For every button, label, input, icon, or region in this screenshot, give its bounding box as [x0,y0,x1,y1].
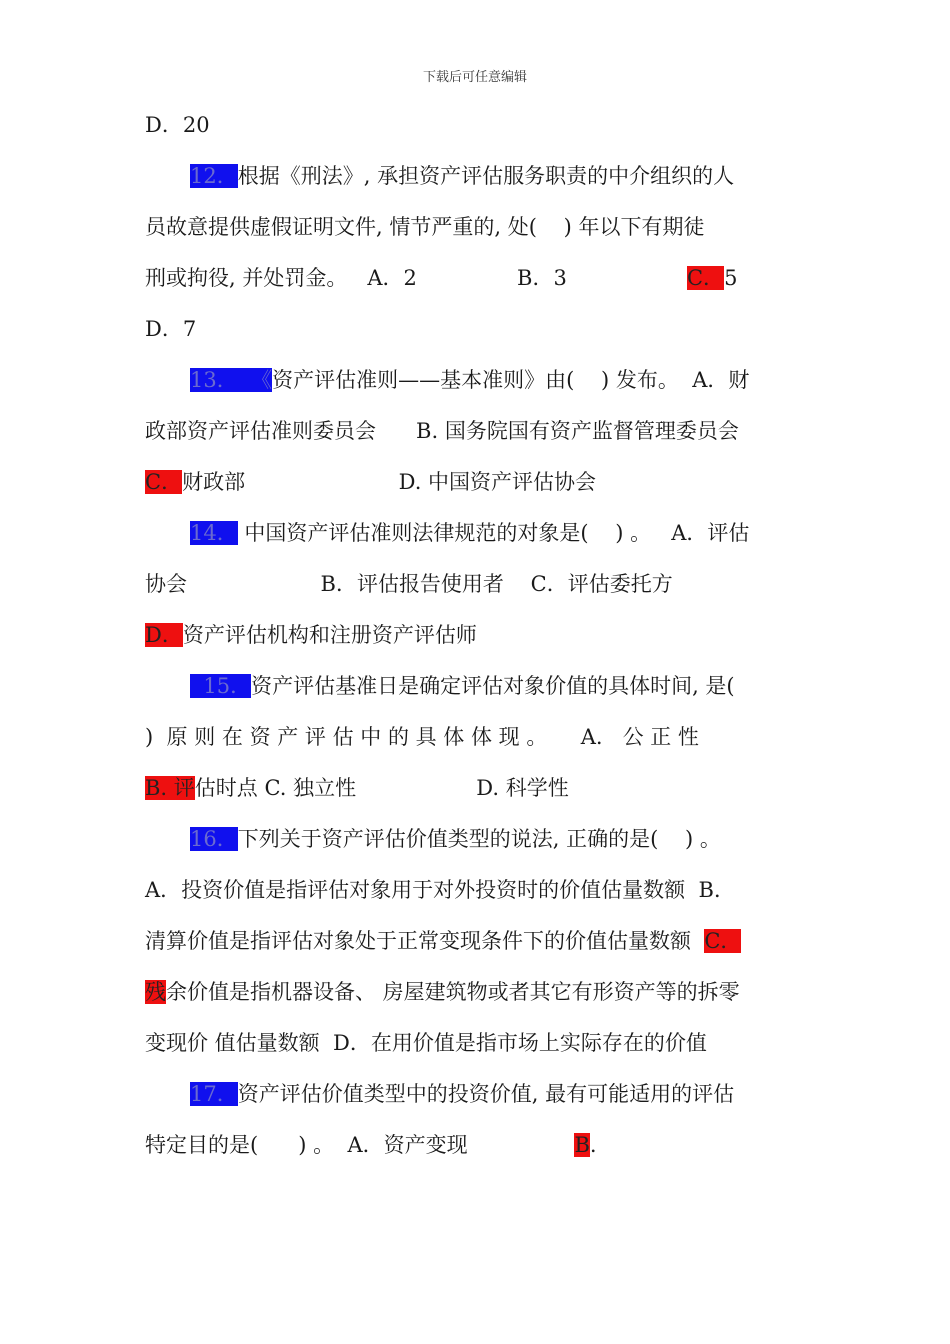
text-line [145,418,739,444]
text-line [145,928,741,954]
text-line [145,265,737,291]
text-run: 资产评估价值类型中的投资价值, 最有可能适用的评估 [237,1082,735,1106]
text-line [190,673,735,699]
question-number-highlight: 12． [190,164,238,188]
question-number-highlight: 15． [190,674,252,698]
text-run: 中国资产评估准则法律规范的对象是( ) 。 A．评估 [237,521,750,545]
text-run: 财政部 D. 中国资产评估协会 [182,470,597,494]
text-run: 变现价 值估量数额 D．在用价值是指市场上实际存在的价值 [145,1031,707,1055]
question-number-highlight: 14． [190,521,238,545]
text-run: . [589,1133,597,1157]
text-line [190,826,721,852]
text-line [190,1081,734,1107]
text-run: 特定目的是( ) 。 A．资产变现 [145,1133,575,1157]
text-line [145,979,740,1005]
text-run: 估时点 C. 独立性 D. 科学性 [194,776,569,800]
text-line [145,469,596,495]
answer-highlight: D． [145,623,183,647]
answer-highlight: B. 评 [145,776,195,800]
text-line [145,214,704,240]
answer-highlight: 残 [145,980,166,1004]
text-line [145,112,210,138]
text-line [190,163,734,189]
text-run: ) 原 则 在 资 产 评 估 中 的 具 体 体 现 。 A. 公 正 性 [145,725,699,749]
text-run: 5 [724,266,738,290]
text-line [145,622,477,648]
text-line [145,877,735,903]
text-line [145,775,569,801]
text-line [145,724,699,750]
text-run: 资产评估基准日是确定评估对象价值的具体时间, 是( [251,674,735,698]
text-run: 根据《刑法》, 承担资产评估服务职责的中介组织的人 [237,164,735,188]
text-run: 政部资产评估准则委员会 B. 国务院国有资产监督管理委员会 [145,419,739,443]
text-run: 协会 B．评估报告使用者 C．评估委托方 [145,572,673,596]
text-run: 清算价值是指评估对象处于正常变现条件下的价值估量数额 [145,929,705,953]
text-run: 资产评估准则——基本准则》由( ) 发布。 A．财 [272,368,750,392]
text-line [145,316,196,342]
answer-highlight: C． [686,266,725,290]
text-run: 资产评估机构和注册资产评估师 [182,623,477,647]
answer-highlight: C． [704,929,742,953]
answer-highlight: B [574,1133,590,1157]
text-run: D．20 [145,113,210,137]
text-line [145,1030,707,1056]
question-number-highlight: 16． [190,827,238,851]
page-header: 下载后可任意编辑 [422,70,527,85]
text-line [190,520,749,546]
text-run: A．投资价值是指评估对象用于对外投资时的价值估量数额 B． [145,878,735,902]
answer-highlight: C． [145,470,183,494]
text-run: 刑或拘役, 并处罚金。 A．2 B．3 [145,266,687,290]
text-run: 余价值是指机器设备、 房屋建筑物或者其它有形资产等的拆零 [166,980,740,1004]
text-run: 下列关于资产评估价值类型的说法, 正确的是( ) 。 [237,827,721,851]
text-line [190,367,749,393]
text-line [145,1132,597,1158]
text-run: 员故意提供虚假证明文件, 情节严重的, 处( ) 年以下有期徒 [145,215,705,239]
question-number-highlight: 13． 《 [190,368,273,392]
text-line [145,571,673,597]
question-number-highlight: 17． [190,1082,238,1106]
text-run: D．7 [145,317,197,341]
